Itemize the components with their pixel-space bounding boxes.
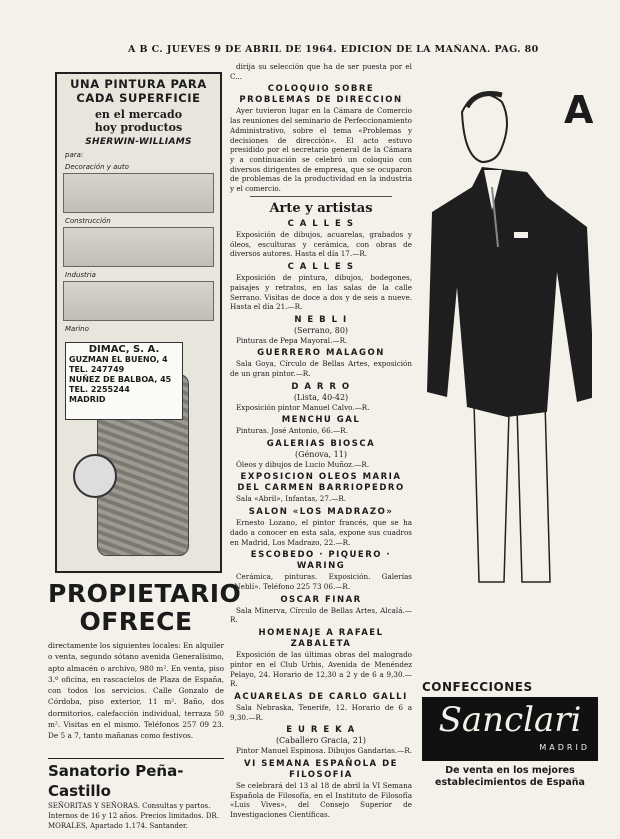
clinic-title: Sanatorio Peña-Castillo: [48, 758, 224, 801]
confecciones-label: CONFECCIONES: [422, 680, 533, 694]
gallery-address: (Serrano, 80): [293, 325, 349, 335]
divider: [250, 196, 392, 197]
gallery-text: Pinturas de Pepa Mayoral.—R.: [236, 335, 348, 345]
gallery-text: Exposición pintor Manuel Calvo.—R.: [236, 402, 370, 412]
paint-illustration: [63, 281, 214, 321]
gallery-text: Exposición de las últimas obras del malogrado pintor en el Club Urbis, Avenida de Menéndez Pelayo, 24. Horario de 12,30 a 2 y de 6 a 9,30.—R.: [230, 650, 412, 689]
paint-advertisement: [55, 72, 222, 573]
gallery-name: C A L L E S: [287, 262, 355, 273]
paint-illustration: [63, 227, 214, 267]
dealer-line: MADRID: [69, 395, 106, 404]
paint-sub-line: en el mercado: [94, 108, 183, 121]
gallery-name: OSCAR FINAR: [280, 594, 362, 605]
dealer-name: DIMAC, S. A.: [88, 344, 160, 355]
owner-title: PROPIETARIO: [48, 579, 242, 608]
gallery-name: VI SEMANA ESPAÑOLA DE FILOSOFIA: [244, 758, 398, 780]
gallery-name: HOMENAJE A RAFAEL ZABALETA: [258, 628, 384, 650]
paint-headline-line: UNA PINTURA PARA: [70, 77, 207, 91]
paint-subheadline: [57, 108, 220, 134]
paint-illustration: [63, 173, 214, 213]
dealer-line: GUZMAN EL BUENO, 4: [69, 355, 168, 364]
gallery-text: Exposición de pintura, dibujos, bodegones, paisajes y retratos, en las salas de la calle Serrano. Visitas de doce a dos y de seis a nueve. Hasta el día 21.—R.: [230, 273, 412, 312]
dealer-line: TEL. 247749: [69, 365, 125, 374]
colloquium-text: Ayer tuvieron lugar en la Cámara de Comercio las reuniones del seminario de Perfeccionamiento Administrativo, sobre el tema «Problemas y decisiones de dirección». El acto estuvo presidido por el secretario general de la Cámara y a continuación se celebró un coloquio con diversos dirigentes de empresa, que se ocuparon de problemas de la productividad en la industria y el comercio.: [230, 106, 412, 194]
gallery-name: ESCOBEDO · PIQUERO · WARING: [250, 550, 392, 572]
paint-label: Industria: [65, 271, 96, 279]
dealer-line: TEL. 2255244: [69, 385, 130, 394]
paint-sub-line: hoy productos: [94, 121, 183, 134]
suit-illustration: [422, 72, 592, 592]
gallery-address: (Caballero Gracia, 21): [275, 736, 367, 746]
fashion-brand-box: [422, 680, 598, 789]
brand-logo: [422, 697, 598, 761]
gallery-name: GUERRERO MALAGON: [257, 348, 385, 359]
paint-label: para:: [65, 151, 84, 159]
intro-paragraph: dirija su selección que ha de ser puesta por el C...: [230, 62, 412, 81]
gallery-name: SALON «LOS MADRAZO»: [248, 507, 394, 518]
gallery-name: MENCHU GAL: [281, 415, 361, 426]
gallery-text: Exposición de dibujos, acuarelas, grabados y óleos, esculturas y cerámica, con obras de diversos autores. Hasta el día 17.—R.: [230, 229, 412, 259]
gallery-address: (Lista, 40-42): [293, 392, 349, 402]
paint-brand: SHERWIN-WILLIAMS: [85, 137, 192, 147]
page-header: A B C. JUEVES 9 DE ABRIL DE 1964. EDICION DE LA MAÑANA. PAG. 80: [128, 44, 539, 55]
gallery-text: Cerámica, pinturas. Exposición. Galerías «Neblí». Teléfono 225 73 06.—R.: [230, 572, 412, 591]
brand-tagline: [422, 765, 598, 789]
brand-mark: A: [564, 88, 594, 132]
owner-advertisement: [48, 579, 242, 742]
clinic-advertisement: [48, 758, 224, 831]
brand-city: MADRID: [539, 743, 590, 752]
gallery-name: ACUARELAS DE CARLO GALLI: [234, 692, 408, 703]
paint-label: Decoración y auto: [65, 163, 129, 171]
paint-seal-icon: [73, 454, 117, 498]
clinic-body: SEÑORITAS Y SEÑORAS. Consultas y partos. Internos de 16 y 12 años. Precios limitados. DR. MORALES, Apartado 1.174. Santander.: [48, 802, 219, 830]
gallery-name: E U R E K A: [286, 725, 356, 736]
gallery-name: GALERIAS BIOSCA: [266, 438, 376, 449]
gallery-address: (Génova, 11): [295, 449, 347, 459]
paint-label: Construcción: [65, 217, 111, 225]
paint-headline: [57, 74, 220, 105]
section-title: Arte y artistas: [269, 200, 373, 216]
news-column: [230, 62, 412, 821]
brand-name: Sanclari: [438, 700, 582, 740]
gallery-name: C A L L E S: [287, 218, 355, 229]
paint-headline-line: CADA SUPERFICIE: [76, 91, 201, 105]
gallery-list: [230, 219, 412, 820]
dealer-line: NUÑEZ DE BALBOA, 45: [69, 375, 172, 384]
gallery-text: Sala Minerva, Círculo de Bellas Artes, Alcalá.—R.: [230, 605, 412, 625]
gallery-text: Sala Nebraska, Tenerife, 12. Horario de 6 a 9,30.—R.: [230, 703, 412, 722]
gallery-text: Sala «Abril», Infantas, 27.—R.: [236, 494, 347, 504]
paint-label: Marino: [65, 325, 89, 333]
tagline-line: establecimientos de España: [435, 777, 585, 788]
gallery-text: Se celebrará del 13 al 18 de abril la VI Semana Española de Filosofía, en el Instituto de Filosofía «Luis Vives», del Consejo Superior de Investigaciones Científicas.: [230, 780, 412, 820]
gallery-text: Pinturas. José Antonio, 66.—R.: [236, 426, 348, 436]
gallery-text: Sala Goya, Círculo de Bellas Artes, exposición de un gran pintor.—R.: [230, 359, 412, 379]
gallery-name: N E B L I: [294, 314, 348, 325]
gallery-name: EXPOSICION OLEOS MARIA DEL CARMEN BARRIOPEDRO: [237, 472, 405, 494]
gallery-text: Pintor Manuel Espinosa. Dibujos Gandarias.—R.: [236, 746, 413, 756]
gallery-text: Ernesto Lozano, el pintor francés, que se ha dado a conocer en esta sala, expone sus cuadros en Madrid, Los Madrazo, 22.—R.: [230, 518, 412, 547]
colloquium-heading: COLOQUIO SOBRE PROBLEMAS DE DIRECCION: [239, 84, 403, 106]
owner-title: OFRECE: [79, 607, 193, 636]
owner-body: directamente los siguientes locales: En alquiler o venta, segundo sótano avenida Generalísimo, apto almacén o archivo, 980 m². En venta, piso 3.º oficina, en rascacielos de Plaza de España, con todos los servicios. Calle Gonzalo de Córdoba, piso exterior, 11 m². Baño, dos dormitorios, calefacción individual, terraza 50 m². Visitas en el mismo. Teléfonos 257 09 23. De 5 a 7, tanto mañanas como festivos.: [48, 641, 224, 741]
dealer-box: [65, 342, 183, 420]
tagline-line: De venta en los mejores: [445, 765, 575, 776]
gallery-text: Óleos y dibujos de Lucio Muñoz.—R.: [236, 459, 370, 469]
gallery-name: D A R R O: [291, 381, 351, 392]
